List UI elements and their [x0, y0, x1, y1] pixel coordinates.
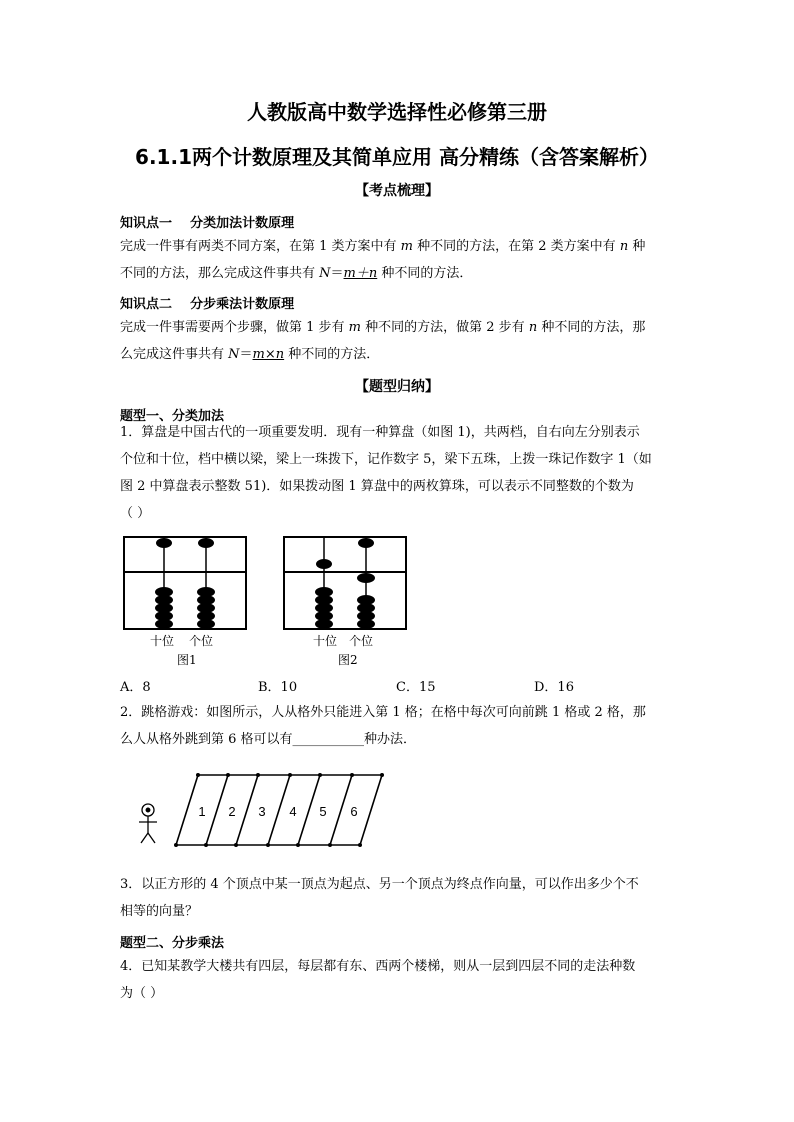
knowledge-2-line-2: 么完成这件事共有 N＝m×n 种不同的方法．: [120, 347, 380, 362]
section-tixing: 【题型归纳】: [355, 379, 439, 395]
knowledge-2-title: 知识点二 分步乘法计数原理: [120, 297, 295, 312]
question-3-line-1: 3．以正方形的 4 个顶点中某一顶点为起点、另一个顶点为终点作向量，可以作出多少个不: [120, 877, 639, 892]
type-1-title: 题型一、分类加法: [120, 409, 225, 424]
question-2-line-1: 2．跳格游戏：如图所示，人从格外只能进入第 1 格；在格中每次可向前跳 1 格或 2 格，那: [120, 705, 646, 720]
abacus-figure-2: [280, 532, 410, 652]
knowledge-1-line-1: 完成一件事有两类不同方案，在第 1 类方案中有 m 种不同的方法，在第 2 类方案中有 n 种: [120, 239, 646, 254]
question-1-line-4: （ ）: [120, 506, 151, 521]
person-icon: [139, 804, 157, 843]
grid-cell-4: 4: [289, 804, 297, 819]
option-d: D．16: [534, 680, 574, 695]
type-2-title: 题型二、分步乘法: [120, 936, 225, 951]
question-4-line-2: 为（ ）: [120, 986, 164, 1001]
hopscotch-grid-figure: [130, 765, 390, 855]
fig1-tens-label: 十位: [150, 634, 175, 648]
fig2-ones-label: 个位: [349, 634, 374, 648]
knowledge-2-line-1: 完成一件事需要两个步骤，做第 1 步有 m 种不同的方法，做第 2 步有 n 种不同的方法，那: [120, 320, 646, 335]
question-3-line-2: 相等的向量？: [120, 904, 199, 919]
question-1-line-3: 图 2 中算盘表示整数 51)．如果拨动图 1 算盘中的两枚算珠，可以表示不同整数的个数为: [120, 479, 634, 494]
page-subtitle: 6.1.1两个计数原理及其简单应用 高分精练（含答案解析）: [135, 145, 659, 169]
option-c: C．15: [396, 680, 436, 695]
option-b: B．10: [258, 680, 298, 695]
fig2-tens-label: 十位: [313, 634, 338, 648]
grid-cell-5: 5: [319, 804, 327, 819]
knowledge-1-line-2: 不同的方法，那么完成这件事共有 N＝m＋n 种不同的方法．: [120, 266, 473, 281]
abacus-figure-1: [120, 532, 250, 652]
fig1-ones-label: 个位: [189, 634, 214, 648]
question-1-line-2: 个位和十位，档中横以梁，梁上一珠拨下，记作数字 5，梁下五珠，上拨一珠记作数字 1（如: [120, 452, 652, 467]
grid-cell-2: 2: [228, 804, 236, 819]
section-kaodian: 【考点梳理】: [355, 183, 439, 199]
question-4-line-1: 4．已知某教学大楼共有四层，每层都有东、西两个楼梯，则从一层到四层不同的走法种数: [120, 959, 636, 974]
page-title: 人教版高中数学选择性必修第三册: [247, 100, 547, 124]
question-2-line-2: 么人从格外跳到第 6 格可以有___________种办法．: [120, 732, 417, 747]
knowledge-1-title: 知识点一 分类加法计数原理: [120, 216, 295, 231]
grid-cell-3: 3: [258, 804, 266, 819]
grid-cell-6: 6: [350, 804, 358, 819]
question-1-line-1: 1．算盘是中国古代的一项重要发明．现有一种算盘（如图 1)，共两档，自右向左分别表示: [120, 425, 640, 440]
fig1-caption: 图1: [177, 653, 197, 667]
grid-cell-1: 1: [198, 804, 206, 819]
fig2-caption: 图2: [338, 653, 358, 667]
option-a: A．8: [120, 680, 151, 695]
